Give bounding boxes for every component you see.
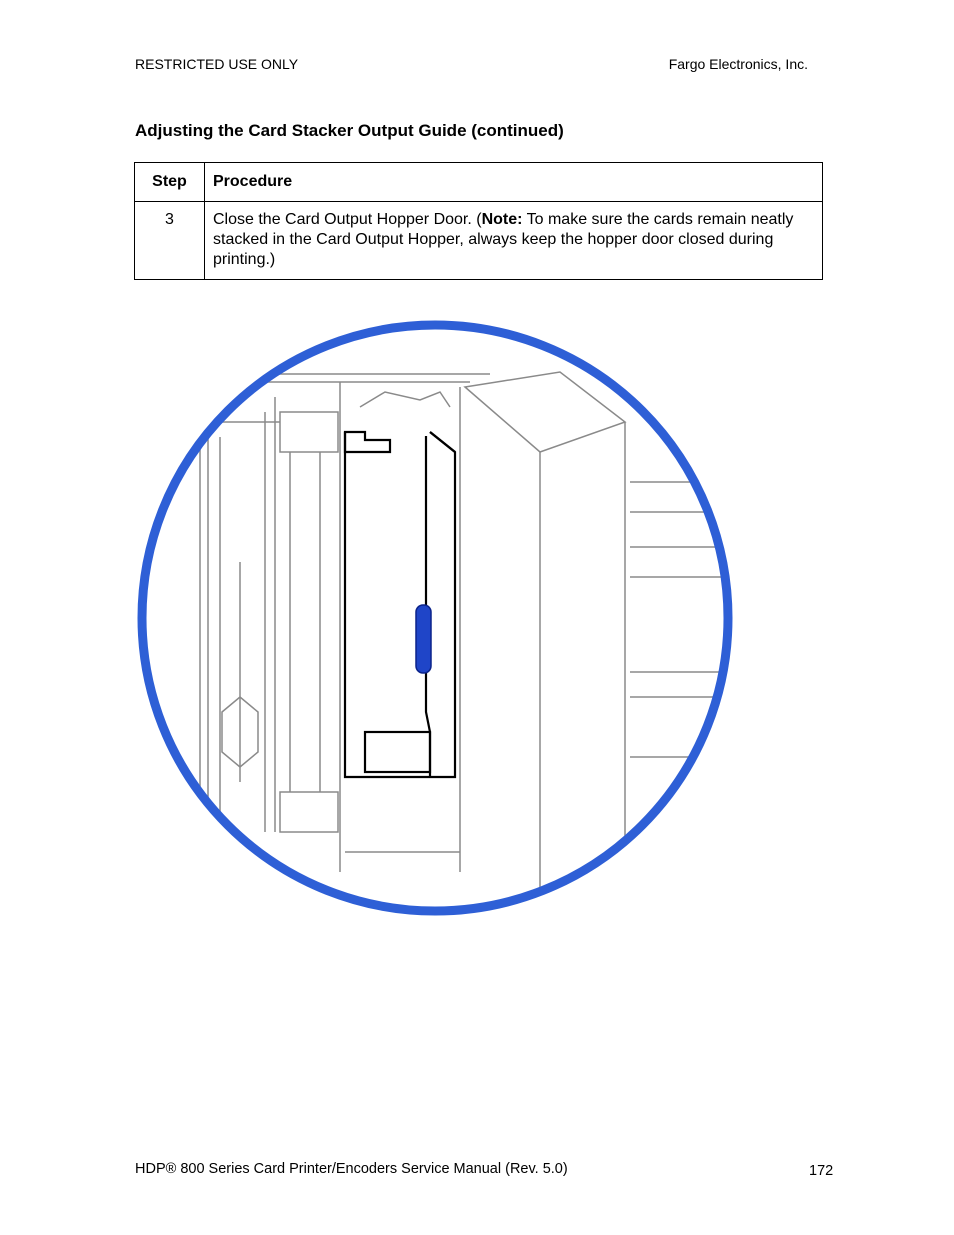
step-number: 3	[135, 202, 205, 280]
zoom-circle	[142, 325, 728, 911]
header-restricted-label: RESTRICTED USE ONLY	[135, 56, 299, 72]
note-label: Note:	[481, 211, 523, 228]
hopper-outline	[345, 432, 455, 777]
stacker-guide-highlight	[416, 605, 431, 673]
column-header-step: Step	[135, 163, 205, 202]
procedure-text	[205, 202, 823, 280]
column-header-procedure: Procedure	[205, 163, 823, 202]
footer-manual-title: HDP® 800 Series Card Printer/Encoders Service Manual (Rev. 5.0)	[135, 1161, 568, 1177]
printer-line-art	[130, 372, 740, 912]
procedure-text-after: To make sure the cards remain neatly stacked in the Card Output Hopper, always keep the hopper door closed during printing.)	[213, 211, 794, 268]
section-title: Adjusting the Card Stacker Output Guide (continued)	[135, 121, 564, 140]
procedure-text-before: Close the Card Output Hopper Door. (	[213, 211, 482, 228]
footer-page-number: 172	[809, 1163, 834, 1179]
table-row	[135, 202, 823, 280]
table-header-row	[135, 163, 823, 202]
header-company-name: Fargo Electronics, Inc.	[668, 56, 808, 72]
card-output-hopper-illustration	[130, 312, 740, 924]
procedure-table	[134, 162, 823, 280]
